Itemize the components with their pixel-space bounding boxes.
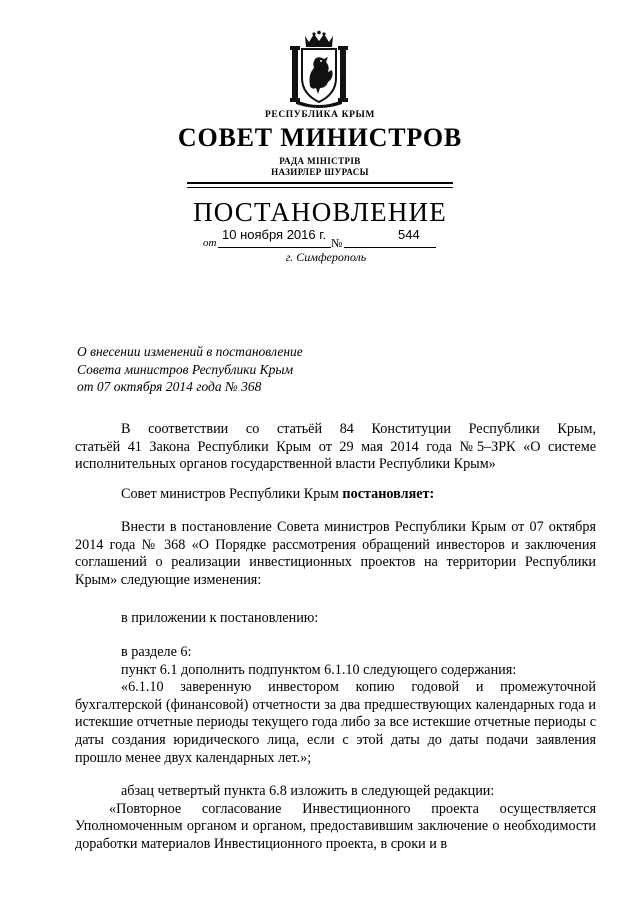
decree-city: г. Симферополь [285,250,367,264]
section6-text: в разделе 6: [121,644,192,660]
decree-title: ПОСТАНОВЛЕНИЕ [193,197,447,227]
decree-number: 544 [398,227,420,242]
amendments-block [75,644,596,854]
subject-line: от 07 октября 2014 года № 368 [77,379,262,394]
decree-subject [77,343,303,396]
number-underline [344,247,436,248]
council-name-ukrainian: РАДА МІНІСТРІВ [279,156,361,166]
annex-text: в приложении к постановлению: [121,610,319,626]
preamble-first-line: В соответствии со статьёй 84 Конституции Республики Крым, [121,421,596,437]
subject-line: Совета министров Республики Крым [77,361,294,377]
republic-name: РЕСПУБЛИКА КРЫМ [265,110,375,120]
coat-of-arms-icon [288,30,350,108]
amend-text: Внести в постановление Совета министров Республики Крым от 07 октября 2014 года № 368 «О Порядке рассмотрения обращений инвесторов и заключения соглашений о реализации инвестиционных проектов на территории Республики Крым» следующие изменения: [75,519,596,588]
quote-text: «Повторное согласование Инвестиционного проекта осуществляется Уполномоченным органом и органом, предоставившим заключение о необходимости доработки материалов Инвестиционного проекта, в сроки и в [75,800,596,852]
resolves-paragraph [75,486,596,504]
subject-line: О внесении изменений в постановление [77,344,303,359]
header-divider-thick [187,182,453,184]
item61-text: пункт 6.1 дополнить подпунктом 6.1.10 следующего содержания: [121,661,517,678]
council-name-crimean-tatar: НАЗИРЛЕР ШУРАСЫ [271,167,369,177]
number-sign: № [331,236,343,250]
date-prefix: от [203,237,217,249]
header-divider-thin [187,187,453,188]
annex-paragraph [75,610,596,628]
resolves-text: Совет министров Республики Крым [121,486,343,502]
item68-text: абзац четвертый пункта 6.8 изложить в следующей редакции: [121,783,495,800]
decree-date: 10 ноября 2016 г. [222,227,326,242]
council-name: СОВЕТ МИНИСТРОВ [177,123,463,152]
amend-paragraph [75,519,596,589]
preamble-paragraph [75,421,596,474]
item6110-text: «6.1.10 заверенную инвестором копию годовой и промежуточной бухгалтерской (финансовой) отчетности за два предшествующих календарных года и истекшие отчетные периоды текущего года либо за все истекшие отчетные периоды с даты создания юридического лица, если с этой даты до даты подачи заявления прошло менее двух календарных лет.»; [75,679,596,766]
date-underline [218,247,331,248]
decree-date-line [200,227,440,251]
resolves-keyword: постановляет: [342,486,435,502]
preamble-text: статьёй 41 Закона Республики Крым от 29 мая 2014 года №5–ЗРК «О системе исполнительных органов государственной власти Республики Крым» [75,438,596,473]
